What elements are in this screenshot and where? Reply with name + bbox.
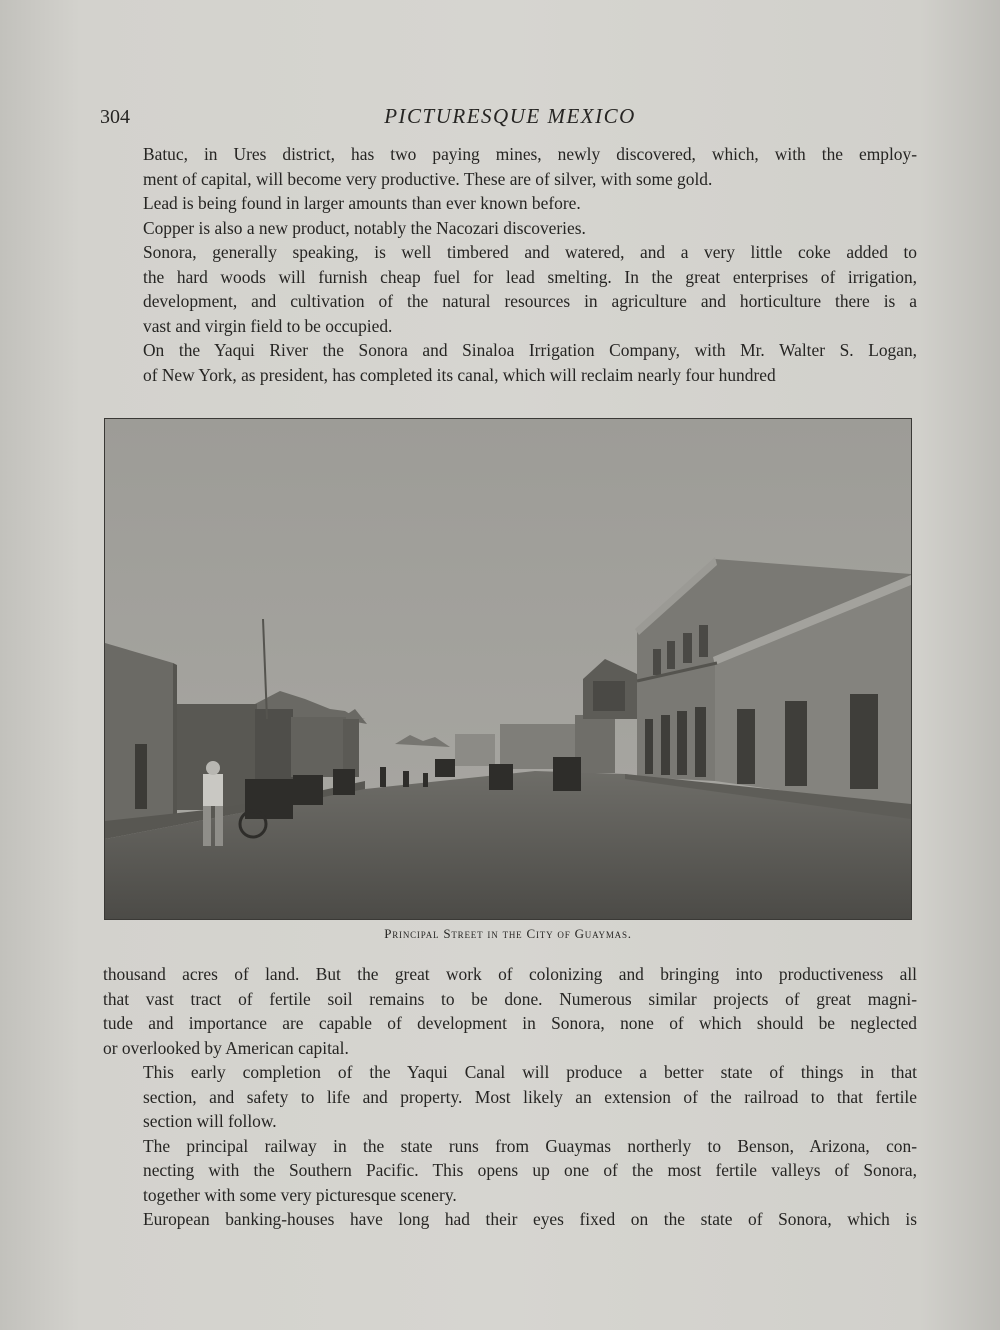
text-line: ment of capital, will become very productive. These are of silver, with some gold. — [143, 168, 713, 189]
text-line: The principal railway in the state runs from Guaymas northerly to Benson, Arizona, con- — [143, 1135, 917, 1156]
text-line: development, and cultivation of the natural resources in agriculture and horticulture there is a — [143, 291, 917, 311]
text-line: that vast tract of fertile soil remains to be done. Numerous similar projects of great magni- — [103, 988, 917, 1009]
paragraph — [103, 338, 917, 387]
paragraph — [103, 962, 917, 1060]
text-line: section, and safety to life and property. Most likely an extension of the railroad to that fertile — [143, 1086, 917, 1107]
text-line: European banking-houses have long had their eyes fixed on the state of Sonora, which is — [143, 1209, 917, 1229]
text-line: Sonora, generally speaking, is well timbered and watered, and a very little coke added to — [143, 242, 917, 262]
text-line: necting with the Southern Pacific. This opens up one of the most fertile valleys of Sonora, — [143, 1160, 917, 1180]
paragraph — [103, 240, 917, 338]
text-line: Lead is being found in larger amounts than ever known before. — [143, 193, 581, 213]
street-photo-illustration — [105, 419, 911, 919]
body-text-bottom — [103, 962, 917, 1232]
text-line: of New York, as president, has completed its canal, which will reclaim nearly four hundred — [143, 364, 776, 385]
page-header — [100, 104, 920, 134]
body-text-top — [103, 142, 917, 387]
page-number: 304 — [100, 106, 130, 128]
text-line: This early completion of the Yaqui Canal will produce a better state of things in that — [143, 1062, 917, 1082]
paragraph — [103, 1207, 917, 1232]
text-line: section will follow. — [143, 1111, 277, 1131]
text-line: On the Yaqui River the Sonora and Sinaloa Irrigation Company, with Mr. Walter S. Logan, — [143, 340, 917, 360]
paragraph — [103, 1134, 917, 1208]
text-line: Copper is also a new product, notably the Nacozari discoveries. — [143, 217, 586, 238]
paragraph — [103, 216, 917, 241]
photograph-street-scene — [104, 418, 912, 920]
running-title: PICTURESQUE MEXICO — [384, 104, 636, 128]
paragraph — [103, 191, 917, 216]
paragraph — [103, 142, 917, 191]
text-line: Batuc, in Ures district, has two paying mines, newly discovered, which, with the employ- — [143, 144, 917, 164]
text-line: the hard woods will furnish cheap fuel for lead smelting. In the great enterprises of irrigation, — [143, 266, 917, 287]
text-line: together with some very picturesque scenery. — [143, 1184, 457, 1205]
text-line: vast and virgin field to be occupied. — [143, 315, 393, 336]
text-line: thousand acres of land. But the great work of colonizing and bringing into productiveness all — [103, 964, 917, 984]
paragraph — [103, 1060, 917, 1134]
figure-caption: Principal Street in the City of Guaymas. — [384, 926, 632, 941]
text-line: or overlooked by American capital. — [103, 1037, 349, 1058]
text-line: tude and importance are capable of development in Sonora, none of which should be neglected — [103, 1013, 917, 1033]
